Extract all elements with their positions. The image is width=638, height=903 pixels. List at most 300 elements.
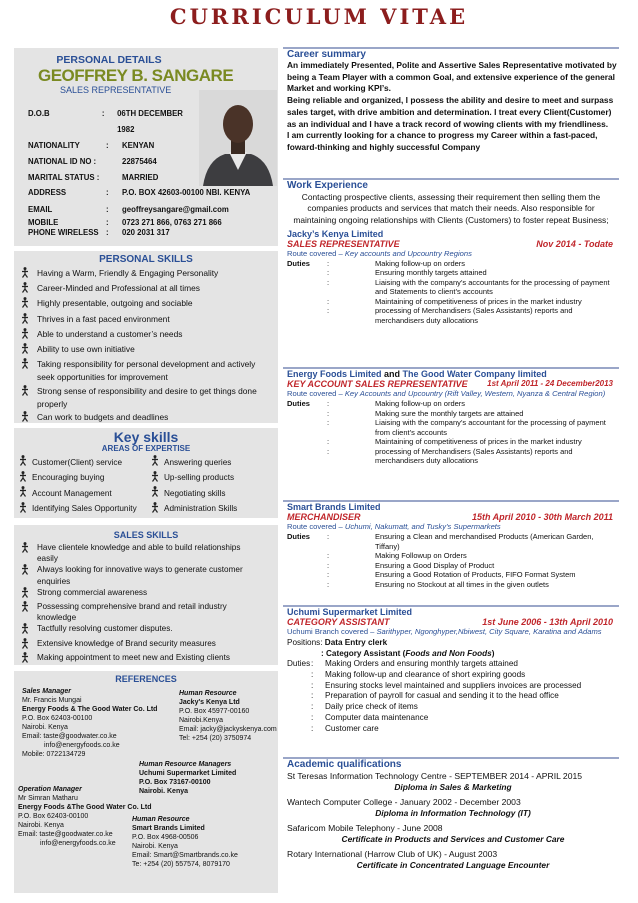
job-uchumi <box>283 607 619 735</box>
duty-row <box>287 437 619 447</box>
job-uchumi-section <box>283 605 619 753</box>
field-colon: : <box>106 141 109 150</box>
expertise-text: Administration Skills <box>164 504 238 513</box>
position-1: Data Entry clerk <box>324 638 388 647</box>
person-bullet-icon <box>20 328 29 343</box>
duty-colon: : <box>327 560 330 570</box>
skill-text: Thrives in a fast paced environment <box>37 313 170 324</box>
field-colon: : <box>101 109 105 118</box>
contact-value: 0723 271 866, 0763 271 866 <box>122 218 222 227</box>
references-heading: REFERENCES <box>115 674 177 684</box>
contact-label: EMAIL <box>28 205 53 214</box>
contact-colon: : <box>106 227 109 237</box>
positions-row <box>287 637 619 648</box>
duty-text: Maintaining of competitiveness of prices in the market industry <box>375 437 582 446</box>
person-bullet-icon <box>150 502 159 518</box>
duty-row <box>287 659 619 670</box>
academic-award: Diploma in Information Technology (IT) <box>375 807 531 818</box>
duty-colon: : <box>327 446 330 456</box>
field-colon <box>106 154 122 170</box>
reference-line: Email: taste@goodwater.co.ke <box>18 831 113 838</box>
contact-label: MOBILE <box>28 218 59 227</box>
expertise-item <box>146 455 278 471</box>
position-title: KEY ACCOUNT SALES REPRESENTATIVE <box>287 379 468 389</box>
person-bullet-icon <box>20 564 29 578</box>
duty-colon: : <box>327 258 330 268</box>
route-row <box>287 249 619 259</box>
expertise-text: Negotiating skills <box>164 488 226 498</box>
duty-text: Customer care <box>325 723 379 733</box>
job-smart-brands <box>283 502 619 589</box>
person-bullet-icon <box>18 455 27 471</box>
reference-line: Nairobi. Kenya <box>22 724 68 731</box>
expertise-heading: AREAS OF EXPERTISE <box>101 444 191 453</box>
skill-text: Strong sense of responsibility and desire to get things done properly <box>37 385 257 409</box>
reference-uchumi-hr <box>139 760 236 796</box>
profile-photo <box>199 90 277 186</box>
duty-label <box>287 702 311 713</box>
reference-line: Jacky's Kenya Ltd <box>179 699 240 706</box>
academic-institution: Safaricom Mobile Telephony - June 2008 <box>287 823 443 833</box>
reference-title: Human Resource Managers <box>139 761 232 768</box>
reference-line: info@energyfoods.co.ke <box>44 742 120 749</box>
person-bullet-icon <box>20 297 29 312</box>
job-jackys <box>283 229 619 326</box>
personal-fields <box>28 106 198 186</box>
expertise-item <box>146 486 278 502</box>
duty-text: Ensuring stocks level maintained and suppliers invoices are processed <box>325 680 582 690</box>
duty-colon: : <box>311 691 314 701</box>
duty-colon: : <box>327 551 330 560</box>
duty-label: Duties <box>287 532 310 541</box>
reference-line: P.O. Box 62403-00100 <box>22 715 93 722</box>
person-bullet-icon <box>20 385 29 400</box>
personal-field-row <box>28 106 198 138</box>
job-smart-brands-section <box>283 500 619 603</box>
skill-text: Making appointment to meet new and Existing clients <box>37 652 230 662</box>
duty-label <box>287 409 325 419</box>
duty-text: Maintaining of competitiveness of prices in the market industry <box>375 296 582 306</box>
academic-institution: Rotary International (Harrow Club of UK) - August 2003 <box>287 849 498 859</box>
academic-institution: St Teresas Information Technology Centre - SEPTEMBER 2014 - APRIL 2015 <box>287 771 583 781</box>
duty-label <box>287 713 311 724</box>
contact-label: PHONE WIRELESS <box>28 227 99 237</box>
duty-label <box>287 418 325 437</box>
duty-row <box>287 268 619 278</box>
reference-line: Nairobi.Kenya <box>179 717 223 724</box>
personal-skills-list <box>14 265 278 426</box>
contact-colon: : <box>106 218 109 227</box>
contact-fields <box>28 184 278 237</box>
skill-text: Extensive knowledge of Brand security measures <box>37 638 216 648</box>
reference-line: Email: Smart@Smartbrands.co.ke <box>132 852 238 859</box>
duty-label <box>287 447 325 466</box>
candidate-role: SALES REPRESENTATIVE <box>60 85 172 95</box>
duty-row <box>287 561 619 571</box>
contact-row <box>28 201 278 218</box>
skill-text: Able to understand a customer’s needs <box>37 328 183 339</box>
company-a: Energy Foods Limited <box>287 369 382 379</box>
duty-row <box>287 409 619 419</box>
company-name: Uchumi Supermarket Limited <box>287 607 413 617</box>
duty-row <box>287 681 619 692</box>
sales-skill-item <box>14 652 278 666</box>
duty-text: Ensuring a Clean and merchandised Products (American Garden, Tiffany) <box>375 532 594 551</box>
route-label: Route covered – <box>287 248 345 258</box>
duty-colon: : <box>311 723 314 733</box>
sales-skills-panel <box>14 525 278 665</box>
expertise-item <box>146 471 278 487</box>
field-value: KENYAN <box>122 141 155 150</box>
duty-text: Making Followup on Orders <box>375 551 467 560</box>
position-title: CATEGORY ASSISTANT <box>287 617 390 627</box>
field-label: D.O.B <box>28 109 50 118</box>
duty-colon: : <box>327 399 330 408</box>
contact-row <box>28 228 278 238</box>
duty-colon: : <box>327 306 330 316</box>
person-bullet-icon <box>20 267 29 282</box>
duty-label: Duties <box>287 659 311 668</box>
position-row <box>287 512 619 522</box>
field-value: 22875464 <box>122 157 157 166</box>
duty-label <box>287 580 325 590</box>
expertise-text: Account Management <box>32 488 112 498</box>
route-value: Uchumi, Nakumatt, and Tusky’s Supermarkets <box>344 522 501 531</box>
personal-skills-heading: PERSONAL SKILLS <box>99 254 193 265</box>
duty-colon: : <box>327 418 330 427</box>
duty-label <box>287 681 311 692</box>
duty-colon: : <box>311 702 314 712</box>
duty-colon: : <box>327 408 330 418</box>
duty-label <box>287 551 325 561</box>
personal-field-row <box>28 154 198 170</box>
contact-value: geoffreysangare@gmail.com <box>122 205 229 214</box>
personal-details-heading: PERSONAL DETAILS <box>56 54 162 66</box>
work-experience-section <box>283 178 619 368</box>
route-row <box>287 522 619 532</box>
career-summary-text <box>283 60 619 154</box>
sales-skills-list <box>14 540 278 666</box>
academic-award: Certificate in Products and Services and Customer Care <box>341 833 565 844</box>
person-bullet-icon <box>20 652 29 666</box>
skill-text: Having a Warm, Friendly & Engaging Personality <box>37 268 219 278</box>
work-experience-intro: Contacting prospective clients, assessing their requirement then selling them the companies products and services that match their needs. Also responsible for maintaining ongoing relationships with Clients (Customers) to foster repeat Business; <box>293 192 609 225</box>
duty-text: processing of Merchandisers (Sales Assistants) reports and merchandisers duty allocations <box>375 446 573 465</box>
duty-text: Liaising with the company’s accountants for the processing of payment and Statements to client’s accounts <box>375 277 610 297</box>
reference-title: Human Resource <box>132 816 190 823</box>
skill-text: Strong commercial awareness <box>37 587 148 597</box>
skill-text: Tactfully resolving customer disputes. <box>37 624 173 634</box>
route-label: Route covered – <box>287 389 345 398</box>
person-bullet-icon <box>150 486 159 502</box>
duty-text: Ensuring monthly targets attained <box>375 268 487 278</box>
duty-row <box>287 447 619 466</box>
duty-colon: : <box>311 680 314 690</box>
duty-text: Making follow-up on orders <box>375 258 466 268</box>
reference-line: Mobile: 0722134729 <box>22 751 86 758</box>
position-2-prefix: : Category Assistant ( <box>321 649 406 658</box>
duty-row <box>287 399 619 409</box>
personal-skill-item <box>14 411 278 426</box>
sales-skills-heading: SALES SKILLS <box>113 530 179 540</box>
company-and: and <box>381 369 403 379</box>
skill-text: Can work to budgets and deadlines <box>37 412 169 423</box>
job-dates: 15th April 2010 - 30th March 2011 <box>471 512 613 522</box>
person-bullet-icon <box>20 343 29 358</box>
duty-text: Ensuring a Good Display of Product <box>375 560 495 570</box>
reference-line: Nairobi. Kenya <box>139 788 189 795</box>
sales-skill-item <box>14 623 278 637</box>
academic-award: Certificate in Concentrated Language Encounter <box>356 859 550 870</box>
duty-colon: : <box>311 669 314 679</box>
duty-row <box>287 259 619 269</box>
duty-row <box>287 580 619 590</box>
reference-line: P.O. Box 4968-00506 <box>132 834 199 841</box>
expertise-item <box>146 502 278 518</box>
contact-label: ADDRESS <box>28 188 67 197</box>
duty-text: Ensuring no Stockout at all times in the given outlets <box>375 579 549 589</box>
sales-skill-item <box>14 587 278 601</box>
reference-line: Te: +254 (20) 557574, 8079170 <box>132 861 230 868</box>
reference-title: Human Resource <box>179 690 237 697</box>
route-value: Key accounts and Upcountry Regions <box>344 248 472 258</box>
duty-label: Duties <box>287 258 310 268</box>
career-paragraph: Being reliable and organized, I possess the ability and desire to meet and surpass sales target, with drive ambition and determination. I treat every Client(Customer) as an individual and I have a track record of wowing clients with my friendliness. <box>287 95 614 129</box>
contact-colon: : <box>106 205 109 214</box>
company-b: The Good Water Company limited <box>402 369 547 379</box>
job-dates: 1st June 2006 - 13th April 2010 <box>482 617 613 627</box>
route-label: Route covered – <box>287 522 345 531</box>
contact-colon: : <box>106 188 109 197</box>
duty-colon: : <box>311 659 314 668</box>
route-label: Uchumi Branch covered – <box>287 627 377 636</box>
route-value: Key Accounts and Upcountry (Rift Valley, Western, Nyanza & Central Region) <box>344 389 606 398</box>
field-value: 06TH DECEMBER 1982 <box>117 109 183 134</box>
reference-line: Energy Foods &The Good Water Co. Ltd <box>18 804 152 811</box>
expertise-right <box>146 455 278 517</box>
field-value: MARRIED <box>122 173 159 182</box>
field-label: NATIONALITY <box>28 141 80 150</box>
reference-line: Nairobi. Kenya <box>18 822 64 829</box>
expertise-text: Encouraging buying <box>32 473 105 482</box>
expertise-item <box>14 471 146 487</box>
person-bullet-icon <box>20 623 29 637</box>
duty-label <box>287 670 311 681</box>
reference-sales-manager <box>22 687 157 759</box>
person-bullet-icon <box>20 638 29 652</box>
duty-label <box>287 691 311 702</box>
person-bullet-icon <box>18 486 27 502</box>
duty-colon: : <box>327 437 330 446</box>
field-label: NATIONAL ID NO : <box>28 157 97 166</box>
duty-colon: : <box>327 532 330 541</box>
skill-text: Always looking for innovative ways to generate customer enquiries <box>37 565 243 586</box>
academic-institution: Wantech Computer College - January 2002 - December 2003 <box>287 797 521 807</box>
reference-line: P.O. Box 62403-00100 <box>18 813 89 820</box>
person-bullet-icon <box>20 282 29 297</box>
duty-text: Making Orders and ensuring monthly targets attained <box>325 659 518 668</box>
personal-skills-panel <box>14 251 278 423</box>
duty-text: Daily price check of items <box>325 702 418 712</box>
reference-smart-brands-hr <box>132 815 238 869</box>
reference-line: Tel: +254 (20) 3750974 <box>179 735 252 742</box>
position-row <box>287 379 619 389</box>
sales-skill-item <box>14 601 278 623</box>
career-summary-heading: Career summary <box>287 49 366 60</box>
sales-skill-item <box>14 638 278 652</box>
duty-colon: : <box>327 579 330 589</box>
position-title: MERCHANDISER <box>287 512 361 522</box>
personal-skill-item <box>14 343 278 358</box>
reference-line: Email: jacky@jackyskenya.com <box>179 726 277 733</box>
contact-row <box>28 218 278 228</box>
personal-skill-item <box>14 297 278 312</box>
person-bullet-icon <box>20 601 29 615</box>
duty-colon: : <box>311 712 314 722</box>
duty-label <box>287 437 325 447</box>
duty-text: Making sure the monthly targets are attained <box>375 408 524 418</box>
reference-line: Smart Brands Limited <box>132 825 205 832</box>
person-bullet-icon <box>150 455 159 471</box>
skill-text: Have clientele knowledge and able to build relationships easily <box>37 543 241 564</box>
duty-label <box>287 570 325 580</box>
duty-text: Making follow-up and clearance of short expiring goods <box>325 669 526 679</box>
expertise-item <box>14 455 146 471</box>
personal-skill-item <box>14 358 278 384</box>
duty-colon: : <box>327 277 330 287</box>
expertise-text: Answering queries <box>164 457 232 467</box>
reference-line: P.O. Box 73167-00100 <box>139 779 211 786</box>
duty-row <box>287 278 619 297</box>
position-2-italic: Foods and Non Foods <box>405 649 492 658</box>
skill-text: Career-Minded and Professional at all times <box>37 283 200 294</box>
expertise-item <box>14 486 146 502</box>
positions-row-2 <box>287 648 619 659</box>
reference-line: Mr. Francis Mungai <box>22 697 82 704</box>
duty-label <box>287 268 325 278</box>
duty-colon: : <box>327 268 330 278</box>
duty-row <box>287 570 619 580</box>
sales-skill-item <box>14 564 278 586</box>
duty-label <box>287 278 325 297</box>
duty-row <box>287 532 619 551</box>
cv-title: CURRICULUM VITAE <box>169 4 469 29</box>
route-row <box>287 627 619 637</box>
duty-text: Computer data maintenance <box>325 712 429 722</box>
company-name <box>287 369 619 379</box>
duty-label <box>287 561 325 571</box>
personal-skill-item <box>14 313 278 328</box>
person-bullet-icon <box>20 542 29 556</box>
reference-jackys-hr <box>179 689 277 743</box>
duty-row <box>287 551 619 561</box>
duty-label <box>287 306 325 325</box>
academic-list <box>283 771 619 870</box>
personal-details-panel <box>14 48 278 246</box>
duty-colon: : <box>327 570 330 579</box>
reference-title: Sales Manager <box>22 688 72 695</box>
job-dates: 1st April 2011 - 24 December2013 <box>487 379 613 388</box>
duty-row <box>287 691 619 702</box>
duty-text: Making follow-up on orders <box>375 399 466 408</box>
skill-text: Ability to use own initiative <box>37 344 135 355</box>
position-row <box>287 239 619 249</box>
expertise-text: Up-selling products <box>164 473 235 482</box>
person-bullet-icon <box>18 471 27 487</box>
work-experience-heading: Work Experience <box>287 180 368 191</box>
contact-value: 020 2031 317 <box>122 227 170 237</box>
academic-section <box>283 757 619 893</box>
academic-award: Diploma in Sales & Marketing <box>394 781 512 792</box>
person-bullet-icon <box>18 502 27 518</box>
duty-row <box>287 297 619 307</box>
duty-label <box>287 297 325 307</box>
duty-label <box>287 724 311 735</box>
key-skills-heading: Key skills <box>113 429 179 445</box>
contact-row <box>28 184 278 201</box>
position-title: SALES REPRESENTATIVE <box>287 238 400 249</box>
academic-heading: Academic qualifications <box>287 759 402 770</box>
personal-skill-item <box>14 267 278 282</box>
company-name: Smart Brands Limited <box>287 502 381 512</box>
person-bullet-icon <box>20 313 29 328</box>
career-summary-section <box>283 47 619 170</box>
expertise-text: Identifying Sales Opportunity <box>32 504 137 513</box>
skill-text: Possessing comprehensive brand and retail industry knowledge <box>37 602 227 623</box>
duty-row <box>287 713 619 724</box>
contact-value: P.O. BOX 42603-00100 NBI. KENYA <box>122 188 251 197</box>
reference-line: Uchumi Supermarket Limited <box>139 770 237 777</box>
duty-text: Ensuring a Good Rotation of Products, FIFO Format System <box>375 570 576 579</box>
career-paragraph: I am currently looking for a chance to progress my Career within a fast-paced, foward-thinking and highly successful Company <box>287 130 598 152</box>
expertise-left <box>14 455 146 517</box>
reference-line: Mr Simran Matharu <box>18 795 78 802</box>
duty-text: Preparation of payroll for casual and sending it to the head office <box>325 691 559 701</box>
person-bullet-icon <box>150 471 159 487</box>
references-panel <box>14 671 278 893</box>
job-energy-foods-section <box>283 367 619 495</box>
expertise-item <box>14 502 146 518</box>
positions-label: Positions: <box>287 638 325 647</box>
person-bullet-icon <box>20 411 29 426</box>
career-paragraph: An immediately Presented, Polite and Assertive Sales Representative motivated by being a Team Player with a common Goal, and extensive experience of the general Market and working KPI’s. <box>287 60 617 94</box>
person-bullet-icon <box>20 358 29 373</box>
duty-text: Liaising with the company’s accountant for the processing of payment from client’s accounts <box>375 418 606 437</box>
skill-text: Highly presentable, outgoing and sociable <box>37 298 193 309</box>
sales-skill-item <box>14 542 278 564</box>
reference-line: info@energyfoods.co.ke <box>40 840 116 847</box>
key-skills-panel <box>14 428 278 518</box>
reference-line: P.O. Box 45977-00160 <box>179 708 250 715</box>
candidate-name: GEOFFREY B. SANGARE <box>38 66 234 85</box>
reference-title: Operation Manager <box>18 786 82 793</box>
position-row <box>287 617 619 627</box>
personal-skill-item <box>14 385 278 411</box>
duty-row <box>287 670 619 681</box>
reference-line: Energy Foods & The Good Water Co. Ltd <box>22 706 158 713</box>
expertise-text: Customer(Client) service <box>32 457 123 467</box>
person-bullet-icon <box>20 587 29 601</box>
position-2-suffix: ) <box>491 649 495 658</box>
duty-colon: : <box>327 296 330 306</box>
duty-row <box>287 724 619 735</box>
personal-skill-item <box>14 282 278 297</box>
route-row <box>287 389 619 399</box>
personal-field-row <box>28 138 198 154</box>
reference-line: Email: taste@goodwater.co.ke <box>22 733 117 740</box>
duty-label: Duties <box>287 399 310 408</box>
job-dates: Nov 2014 - Todate <box>536 238 613 249</box>
